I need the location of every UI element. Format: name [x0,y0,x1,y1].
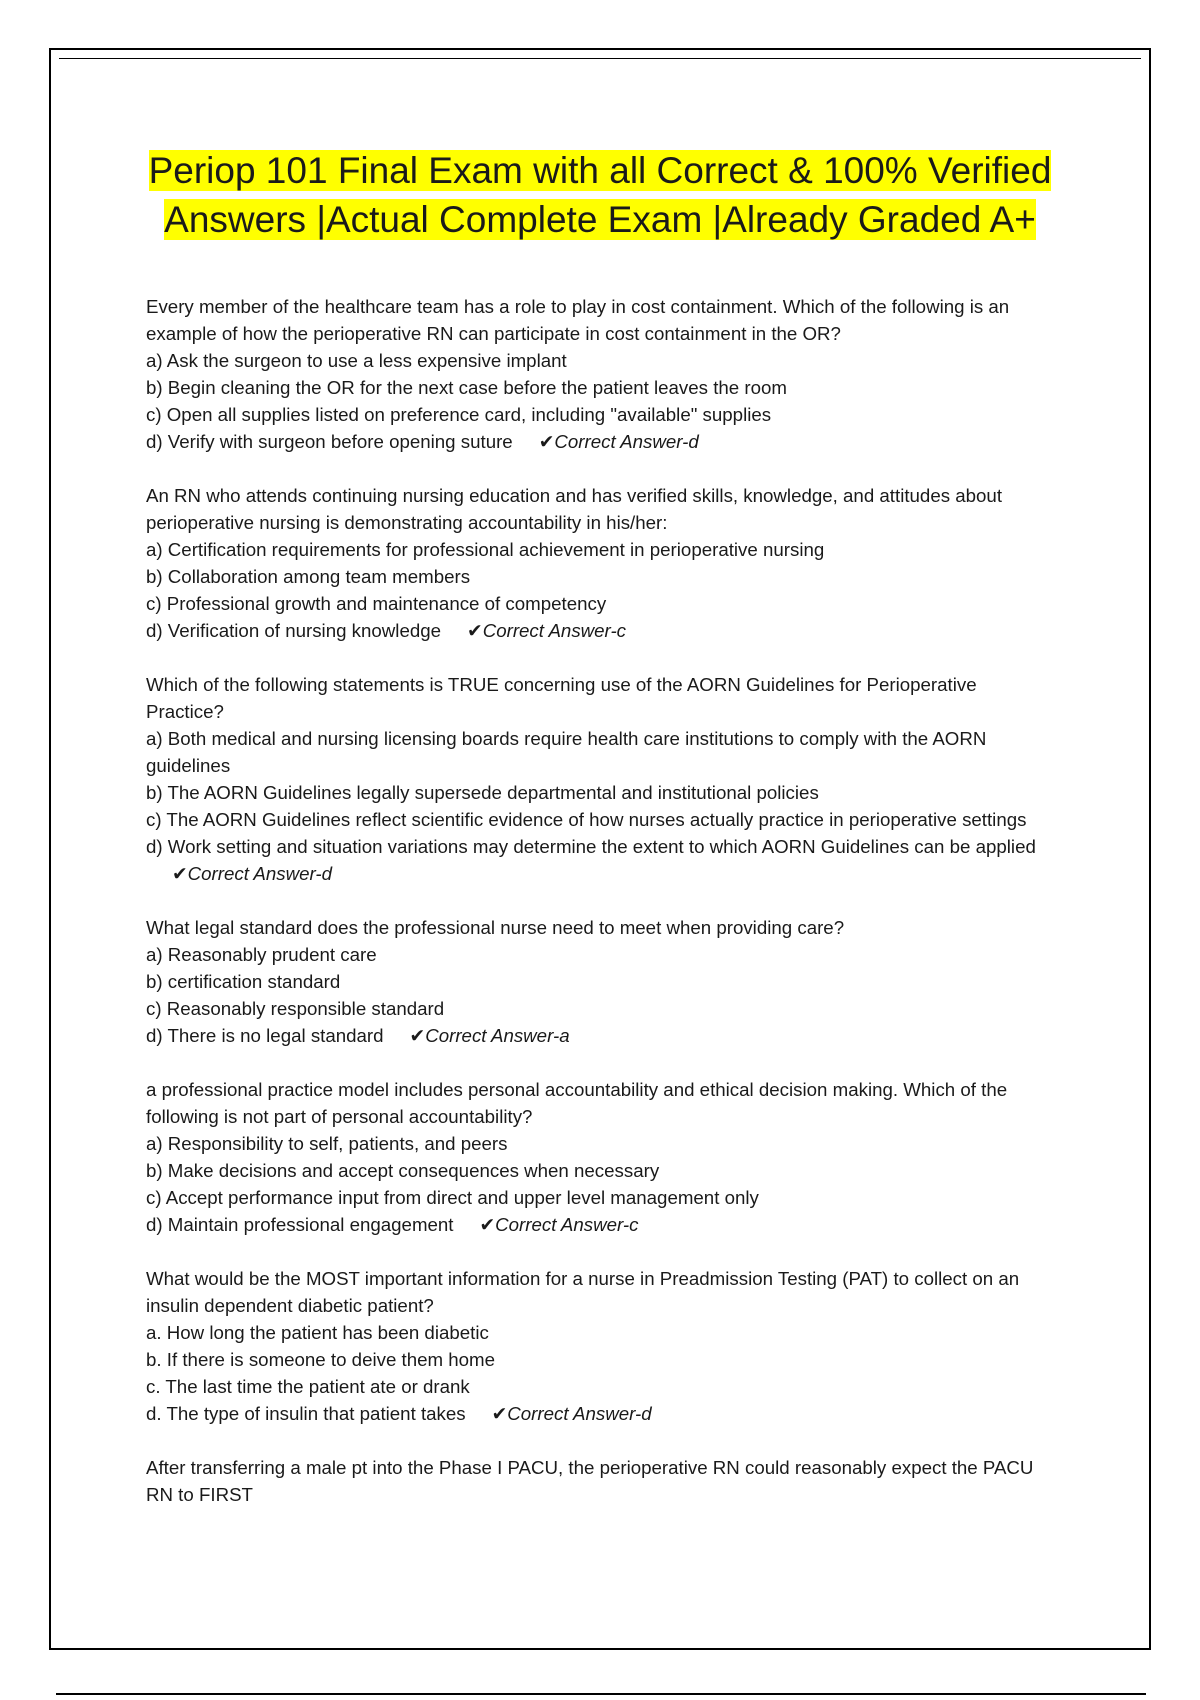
top-inner-rule [59,58,1141,59]
option-text: b) Begin cleaning the OR for the next case before the patient leaves the room [146,377,787,398]
option-text: a. How long the patient has been diabetic [146,1322,489,1343]
answer-prefix: Correct Answer- [187,863,322,884]
option-text: b) Make decisions and accept consequences when necessary [146,1160,660,1181]
answer-letter: d [641,1403,652,1424]
option-text: a) Responsibility to self, patients, and peers [146,1133,508,1154]
answer-option [146,347,1056,374]
answer-option [146,1319,1056,1346]
answer-option [146,1157,1056,1184]
question-stem: What legal standard does the professional nurse need to meet when providing care? [146,917,845,938]
option-text: a) Ask the surgeon to use a less expensive implant [146,350,567,371]
answer-letter: c [629,1214,639,1235]
option-text: c) Accept performance input from direct and upper level management only [146,1187,759,1208]
answer-option [146,995,1056,1022]
answer-option [146,1211,1056,1238]
answer-option [146,833,1056,887]
answer-option [146,1022,1056,1049]
answer-letter: d [321,863,333,884]
question-block [146,671,1056,887]
option-text: c) Professional growth and maintenance of competency [146,593,607,614]
question-block [146,914,1056,1049]
question-block [146,293,1056,455]
option-text: c. The last time the patient ate or drank [146,1376,470,1397]
answer-prefix: Correct Answer- [482,620,617,641]
option-text: c) Open all supplies listed on preference card, including "available" supplies [146,404,772,425]
checkmark-icon: ✔ [479,1214,496,1235]
checkmark-icon: ✔ [538,431,555,452]
answer-letter: c [616,620,627,641]
option-text: b) The AORN Guidelines legally supersede departmental and institutional policies [146,782,819,803]
question-list [146,293,1056,1535]
answer-option [146,725,1056,779]
checkmark-icon: ✔ [409,1025,426,1046]
correct-answer [492,1403,652,1424]
question-block [146,1265,1056,1427]
answer-letter: d [688,431,699,452]
question-stem: Every member of the healthcare team has a role to play in cost containment. Which of the following is an example of how the perioperative RN can participate in cost containment in the OR? [146,296,1010,344]
answer-option [146,374,1056,401]
answer-option [146,779,1056,806]
option-text: d. The type of insulin that patient takes [146,1403,466,1424]
answer-option [146,1184,1056,1211]
option-text: b) Collaboration among team members [146,566,471,587]
answer-letter: a [559,1025,570,1046]
answer-option [146,617,1056,644]
question-stem: Which of the following statements is TRUE concerning use of the AORN Guidelines for Perioperative Practice? [146,674,977,722]
correct-answer [410,1025,570,1046]
option-text: b. If there is someone to deive them home [146,1349,496,1370]
question-block [146,1076,1056,1238]
option-text: d) Verification of nursing knowledge [146,620,442,641]
option-text: b) certification standard [146,971,341,992]
answer-option [146,536,1056,563]
correct-answer [172,863,332,884]
answer-prefix: Correct Answer- [425,1025,560,1046]
option-text: a) Certification requirements for professional achievement in perioperative nursing [146,539,825,560]
answer-prefix: Correct Answer- [495,1214,630,1235]
checkmark-icon: ✔ [467,620,483,641]
bottom-rule [56,1693,1146,1695]
answer-option [146,590,1056,617]
checkmark-icon: ✔ [491,1403,508,1424]
title-block [90,146,1110,244]
checkmark-icon: ✔ [172,863,188,884]
answer-option [146,428,1056,455]
option-text: a) Both medical and nursing licensing boards require health care institutions to comply with the AORN guidelines [146,728,987,776]
answer-prefix: Correct Answer- [507,1403,642,1424]
answer-option [146,1400,1056,1427]
answer-option [146,806,1056,833]
option-text: c) Reasonably responsible standard [146,998,445,1019]
answer-option [146,563,1056,590]
option-text: c) The AORN Guidelines reflect scientific evidence of how nurses actually practice in perioperative settings [146,809,1027,830]
answer-option [146,1130,1056,1157]
question-stem: An RN who attends continuing nursing education and has verified skills, knowledge, and attitudes about perioperative nursing is demonstrating accountability in his/her: [146,485,1003,533]
answer-option [146,1346,1056,1373]
correct-answer [480,1214,639,1235]
document-title: Periop 101 Final Exam with all Correct & 100% Verified Answers |Actual Complete Exam |Already Graded A+ [148,150,1052,240]
answer-option [146,941,1056,968]
option-text: d) Maintain professional engagement [146,1214,454,1235]
option-text: d) Work setting and situation variations may determine the extent to which AORN Guidelines can be applied [146,836,1036,857]
question-stem: After transferring a male pt into the Phase I PACU, the perioperative RN could reasonably expect the PACU RN to FIRST [146,1457,1034,1505]
correct-answer [539,431,699,452]
option-text: d) Verify with surgeon before opening suture [146,431,513,452]
question-stem: What would be the MOST important information for a nurse in Preadmission Testing (PAT) to collect on an insulin dependent diabetic patient? [146,1268,1020,1316]
answer-prefix: Correct Answer- [554,431,689,452]
answer-option [146,401,1056,428]
answer-option [146,1373,1056,1400]
question-stem: a professional practice model includes personal accountability and ethical decision making. Which of the following is not part of personal accountability? [146,1079,1008,1127]
question-block [146,1454,1056,1508]
option-text: a) Reasonably prudent care [146,944,377,965]
answer-option [146,968,1056,995]
correct-answer [467,620,626,641]
option-text: d) There is no legal standard [146,1025,384,1046]
question-block [146,482,1056,644]
